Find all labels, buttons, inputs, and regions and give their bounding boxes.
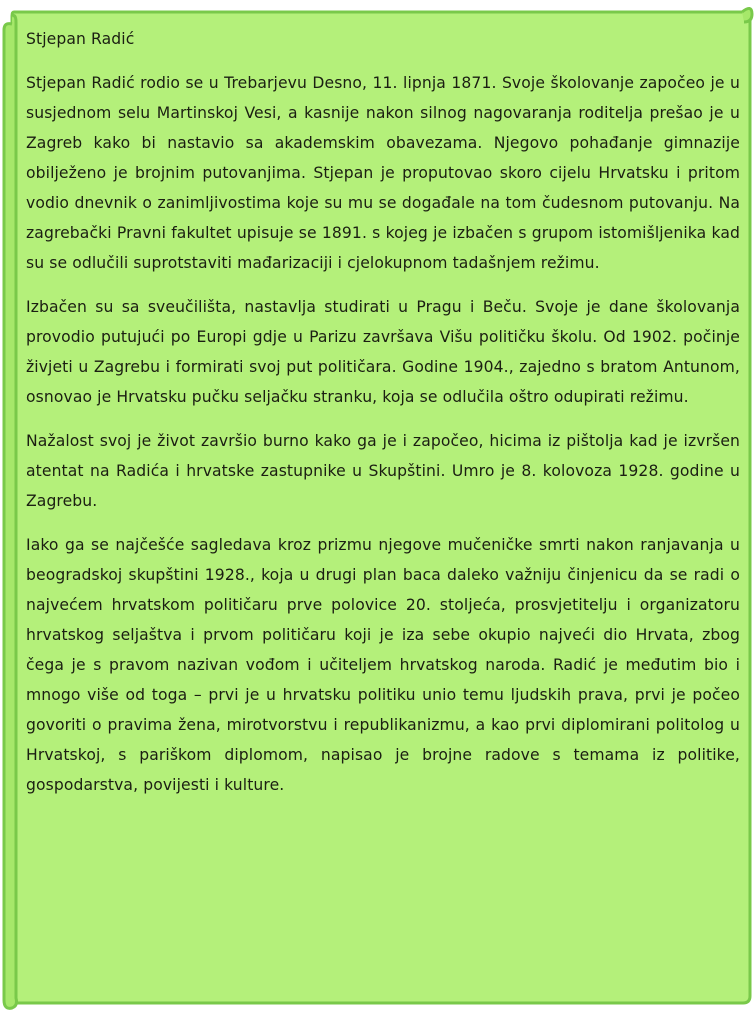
paragraph-3: Nažalost svoj je život završio burno kako ga je i započeo, hicima iz pištolja kad je izvršen atentat na Radića i hrvatske zastupnike u Skupštini. Umro je 8. kolovoza 1928. godine u Zagrebu.: [26, 432, 740, 510]
scroll-left-curl: [4, 16, 17, 1009]
paragraph-1: Stjepan Radić rodio se u Trebarjevu Desno, 11. lipnja 1871. Svoje školovanje započeo je u susjednom selu Martinskoj Vesi, a kasnije nakon silnog nagovaranja roditelja prešao je u Zagreb kako bi nastavio sa akademskim obavezama. Njegovo pohađanje gimnazije obilježeno je brojnim putovanjima. Stjepan je proputovao skoro cijelu Hrvatsku i pritom vodio dnevnik o zanimljivostima koje su mu se događale na tom čudesnom putovanju. Na zagrebački Pravni fakultet upisuje se 1891. s kojeg je izbačen s grupom istomišljenika kad su se odlučili suprotstaviti mađarizaciji i cjelokupnom tadašnjem režimu.: [26, 74, 740, 272]
paragraph-4: Iako ga se najčešće sagledava kroz prizmu njegove mučeničke smrti nakon ranjavanja u beogradskoj skupštini 1928., koja u drugi plan baca daleko važniju činjenicu da se radi o najvećem hrvatskom političaru prve polovice 20. stoljeća, prosvjetitelju i organizatoru hrvatskog seljaštva i prvom političaru koji je iza sebe okupio najveći dio Hrvata, zbog čega je s pravom nazivan vođom i učiteljem hrvatskog naroda. Radić je međutim bio i mnogo više od toga – prvi je u hrvatsku politiku unio temu ljudskih prava, prvi je počeo govoriti o pravima žena, mirotvorstvu i republikanizmu, a kao prvi diplomirani politolog u Hrvatskoj, s pariškom diplomom, napisao je brojne radove s temama iz politike, gospodarstva, povijesti i kulture.: [26, 536, 740, 794]
document-title: Stjepan Radić: [26, 30, 135, 48]
paragraph-2: Izbačen su sa sveučilišta, nastavlja studirati u Pragu i Beču. Svoje je dane školovanja provodio putujući po Europi gdje u Parizu završava Višu političku školu. Od 1902. počinje živjeti u Zagrebu i formirati svoj put političara. Godine 1904., zajedno s bratom Antunom, osnovao je Hrvatsku pučku seljačku stranku, koja se odlučila oštro odupirati režimu.: [26, 298, 740, 406]
document-content: [26, 24, 740, 814]
